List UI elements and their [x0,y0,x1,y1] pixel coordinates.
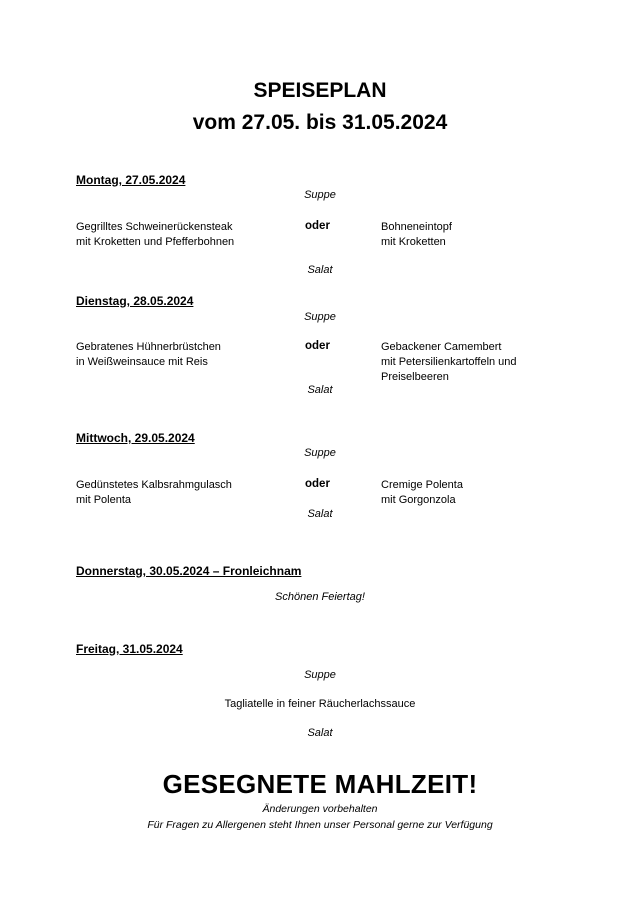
dish-line: Gebackener Camembert [381,341,502,353]
page-title: SPEISEPLAN [253,79,387,102]
allergen-note: Für Fragen zu Allergenen steht Ihnen unser Personal gerne zur Verfügung [147,819,493,831]
holiday-note: Schönen Feiertag! [275,591,365,603]
dish-line: Preiselbeeren [381,371,449,383]
option-b [381,478,463,508]
soup-label: Suppe [304,311,336,323]
salad-label: Salat [307,508,333,520]
option-b [381,340,517,385]
option-a [76,478,232,508]
soup-label: Suppe [304,189,336,201]
day-heading: Montag, 27.05.2024 [76,173,186,187]
salad-label: Salat [307,727,333,739]
day-heading: Mittwoch, 29.05.2024 [76,431,195,445]
dish-line: Bohneneintopf [381,221,452,233]
dish-line: mit Polenta [76,494,132,506]
oder-label: oder [305,478,330,490]
changes-note: Änderungen vorbehalten [262,803,378,815]
dish-line: Gegrilltes Schweinerückensteak [76,221,233,233]
day-heading: Donnerstag, 30.05.2024 – Fronleichnam [76,564,302,578]
day-heading: Freitag, 31.05.2024 [76,642,183,656]
option-b [381,220,452,250]
dish-line: mit Petersilienkartoffeln und [381,356,517,368]
soup-label: Suppe [304,669,336,681]
option-a [76,340,221,370]
blessing-heading: GESEGNETE MAHLZEIT! [162,769,478,799]
option-a [76,220,234,250]
date-range: vom 27.05. bis 31.05.2024 [192,111,448,134]
dish-line: Gebratenes Hühnerbrüstchen [76,341,221,353]
dish-line: mit Kroketten und Pfefferbohnen [76,236,235,248]
dish-line: Cremige Polenta [381,479,463,491]
oder-label: oder [305,220,330,232]
oder-label: oder [305,340,330,352]
dish-line: Gedünstetes Kalbsrahmgulasch [76,479,232,491]
soup-label: Suppe [304,447,336,459]
day-heading: Dienstag, 28.05.2024 [76,294,194,308]
dish-line: mit Gorgonzola [381,494,456,506]
salad-label: Salat [307,264,333,276]
main-dish: Tagliatelle in feiner Räucherlachssauce [224,698,416,710]
salad-label: Salat [307,384,333,396]
dish-line: in Weißweinsauce mit Reis [76,356,208,368]
dish-line: mit Kroketten [381,236,446,248]
